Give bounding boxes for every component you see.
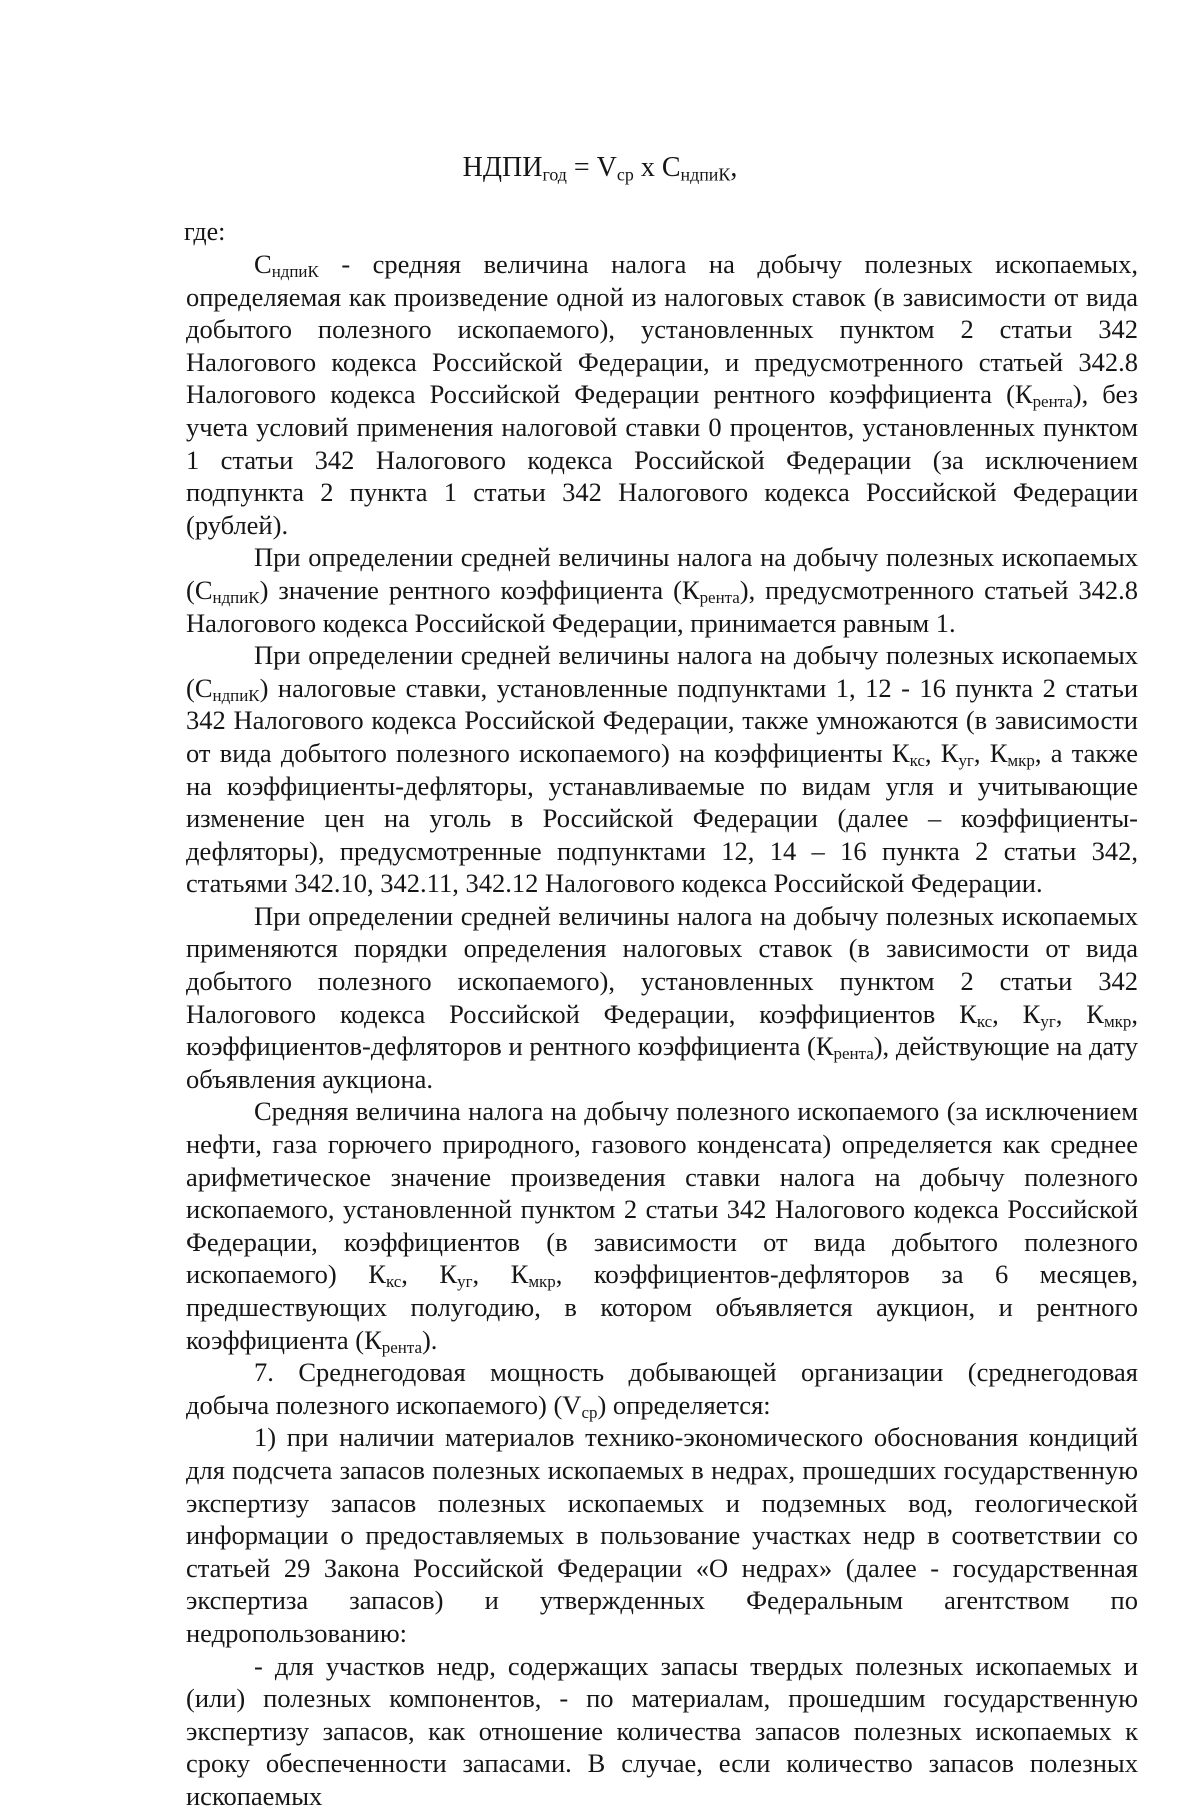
text-run: , К: [992, 998, 1041, 1029]
text-run: ), без учета условий применения налоговой ставки 0 процентов, установленных пунктом 1 статьи 342 Налогового кодекса Российской Федерации (за исключением подпункта 2 пункта 1 статьи 342 Налогового кодекса Российской Федерации (рублей).: [186, 379, 1138, 540]
symbol-c: С: [254, 249, 272, 279]
subscript: уг: [457, 1272, 473, 1292]
paragraph-tax-rates: [186, 639, 1138, 900]
formula-sub-ndpik: ндпиК: [680, 164, 731, 185]
subscript: ндпиК: [271, 262, 319, 282]
text-run: , К: [924, 737, 959, 768]
subscript: ндпиК: [212, 685, 260, 705]
subscript: уг: [958, 751, 974, 771]
subscript: кс: [909, 751, 925, 771]
formula-sub-god: год: [542, 164, 567, 185]
formula-comma: ,: [730, 152, 738, 183]
paragraph-item-7: [186, 1356, 1138, 1421]
document-body: [186, 248, 1138, 1813]
text-run: ), действующие на дату объявления аукциона.: [186, 1031, 1138, 1094]
text-run: При определении средней величины налога на добычу полезных ископаемых (С: [186, 640, 1138, 703]
paragraph-rent-coefficient: [186, 541, 1138, 639]
subscript: мкр: [1007, 751, 1035, 771]
text-run: ) значение рентного коэффициента (К: [259, 574, 700, 605]
subscript: мкр: [1103, 1011, 1132, 1031]
subscript: рента: [1032, 392, 1073, 412]
text-run: 7. Среднегодовая мощность добывающей организации (среднегодовая добыча полезного ископаемого) (V: [186, 1357, 1138, 1420]
paragraph-average-tax: [186, 1095, 1138, 1356]
subscript: рента: [699, 588, 740, 608]
where-label: где:: [184, 217, 226, 246]
text-run: , коэффициентов-дефляторов за 6 месяцев, предшествующих полугодию, в котором объявляется аукцион, и рентного коэффициента (К: [186, 1259, 1138, 1355]
subscript: мкр: [528, 1272, 556, 1292]
text-run: , К: [472, 1259, 529, 1290]
subscript: кс: [976, 1011, 993, 1031]
text-run: , К: [973, 737, 1008, 768]
paragraph-solid-minerals: - для участков недр, содержащих запасы твердых полезных ископаемых и (или) полезных компонентов, - по материалам, прошедшим государственную экспертизу запасов, как отношение количества запасов полезных ископаемых к сроку обеспеченности запасами. В случае, если количество запасов полезных ископаемых: [186, 1650, 1138, 1811]
text-run: Средняя величина налога на добычу полезного ископаемого (за исключением нефти, газа горючего природного, газового конденсата) определяется как среднее арифметическое значение произведения ставки налога на добычу полезного ископаемого, установленной пунктом 2 статьи 342 Налогового кодекса Российской Федерации, коэффициентов (в зависимости от вида добытого полезного ископаемого) К: [186, 1096, 1138, 1290]
text-run: ) определяется:: [597, 1389, 771, 1420]
text-run: ), предусмотренного статьей 342.8 Налогового кодекса Российской Федерации, принимается равным 1.: [186, 574, 1138, 638]
paragraph-definition-cndpik: [186, 248, 1138, 541]
formula-equals-v: = V: [566, 152, 617, 183]
subscript: кс: [385, 1272, 402, 1292]
subscript: уг: [1040, 1011, 1056, 1031]
subscript: ср: [581, 1403, 598, 1423]
formula-sub-sr: ср: [616, 164, 634, 185]
paragraph-rate-procedures: [186, 900, 1138, 1096]
text-run: , К: [1055, 998, 1104, 1029]
subscript: рента: [381, 1337, 422, 1357]
text-run: , К: [401, 1259, 458, 1290]
text-run: При определении средней величины налога на добычу полезных ископаемых применяются порядки определения налоговых ставок (в зависимости от вида добытого полезного ископаемого), установленных пунктом 2 статьи 342 Налогового кодекса Российской Федерации, коэффициентов К: [186, 900, 1138, 1029]
formula-line: [0, 150, 1200, 186]
formula-ndpi: НДПИ: [462, 152, 543, 183]
text-run: ).: [421, 1324, 438, 1355]
text-run: , коэффициентов-дефляторов и рентного коэффициента (К: [186, 998, 1139, 1062]
subscript: ндпиК: [212, 588, 260, 608]
subscript: рента: [833, 1044, 874, 1064]
formula-times-c: х С: [633, 152, 681, 183]
text-run: При определении средней величины налога на добычу полезных ископаемых (С: [186, 542, 1138, 605]
text-run: , а также на коэффициенты-дефляторы, устанавливаемые по видам угля и учитывающие изменение цен на уголь в Российской Федерации (далее – коэффициенты-дефляторы), предусмотренные подпунктами 12, 14 – 16 пункта 2 статьи 342, статьями 342.10, 342.11, 342.12 Налогового кодекса Российской Федерации.: [186, 737, 1138, 899]
text-run: - средняя величина налога на добычу полезных ископаемых, определяемая как произведение одной из налоговых ставок (в зависимости от вида добытого полезного ископаемого), установленных пунктом 2 статьи 342 Налогового кодекса Российской Федерации, и предусмотренного статьей 342.8 Налогового кодекса Российской Федерации рентного коэффициента (К: [186, 249, 1138, 410]
text-run: ) налоговые ставки, установленные подпунктами 1, 12 - 16 пункта 2 статьи 342 Налогового кодекса Российской Федерации, также умножаются (в зависимости от вида добытого полезного ископаемого) на коэффициенты К: [186, 672, 1138, 768]
paragraph-subitem-1: 1) при наличии материалов технико-экономического обоснования кондиций для подсчета запасов полезных ископаемых в недрах, прошедших государственную экспертизу запасов полезных ископаемых и подземных вод, геологической информации о предоставляемых в пользование участках недр в соответствии со статьей 29 Закона Российской Федерации «О недрах» (далее - государственная экспертиза запасов) и утвержденных Федеральным агентством по недропользованию:: [186, 1422, 1138, 1648]
